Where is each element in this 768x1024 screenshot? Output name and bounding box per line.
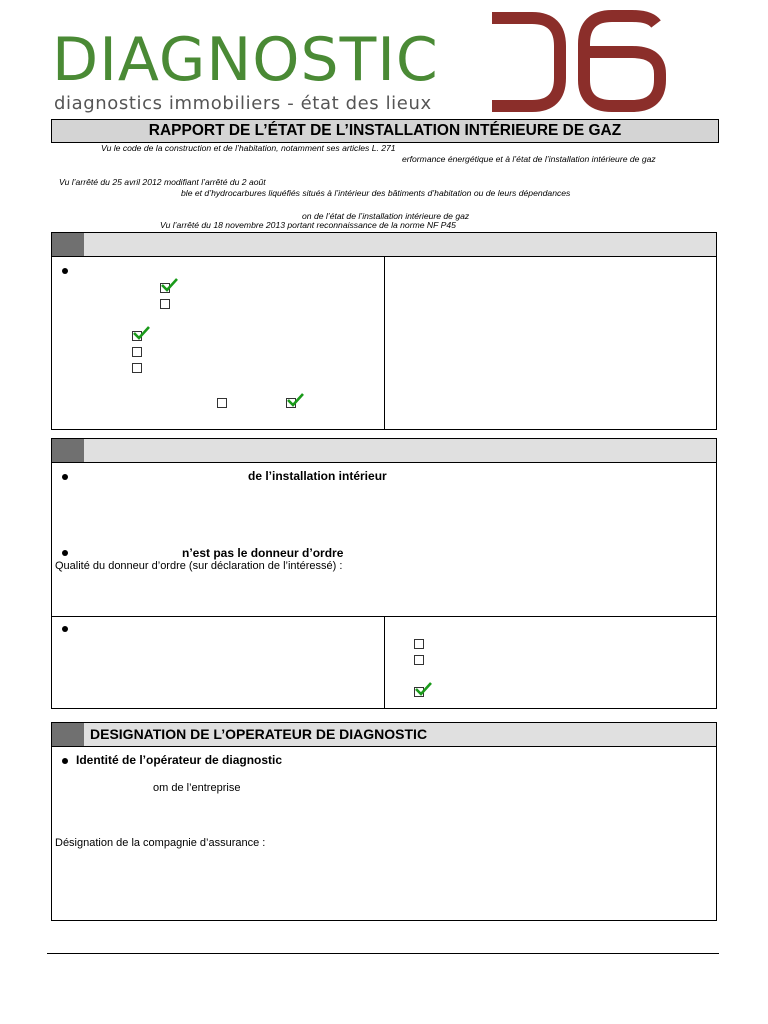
section-number bbox=[52, 439, 84, 462]
check-icon bbox=[132, 325, 150, 341]
legal-line-2: erformance énergétique et à l’état de l’installation intérieure de gaz bbox=[402, 154, 656, 164]
bullet bbox=[62, 626, 68, 632]
checkbox[interactable] bbox=[132, 363, 142, 373]
bullet bbox=[62, 550, 68, 556]
section-number bbox=[52, 233, 84, 256]
insurance-label: Désignation de la compagnie d’assurance : bbox=[55, 837, 266, 849]
section-header bbox=[52, 439, 716, 463]
logo-06-graphic bbox=[472, 4, 672, 112]
column-divider bbox=[384, 617, 385, 709]
legal-line-5: on de l’état de l’installation intérieure de gaz bbox=[302, 211, 470, 221]
installation-label: de l’installation intérieur bbox=[248, 469, 387, 483]
checkbox[interactable] bbox=[160, 299, 170, 309]
section-operateur bbox=[51, 722, 717, 921]
section-header bbox=[52, 723, 716, 747]
logo-wordmark: DIAGNOSTIC bbox=[52, 25, 439, 95]
legal-line-6: Vu l’arrêté du 18 novembre 2013 portant reconnaissance de la norme NF P45 bbox=[160, 220, 456, 230]
checkbox[interactable] bbox=[132, 347, 142, 357]
check-icon bbox=[286, 392, 304, 408]
section-number bbox=[52, 723, 84, 746]
qualite-donneur-label: Qualité du donneur d’ordre (sur déclaration de l’intéressé) : bbox=[55, 560, 343, 572]
checkbox[interactable] bbox=[414, 639, 424, 649]
checkbox[interactable] bbox=[217, 398, 227, 408]
check-icon bbox=[414, 681, 432, 697]
bullet bbox=[62, 268, 68, 274]
bullet bbox=[62, 758, 68, 764]
column-divider bbox=[384, 257, 385, 430]
bullet bbox=[62, 474, 68, 480]
footer-rule bbox=[47, 953, 719, 954]
section-designation-bien bbox=[51, 232, 717, 430]
section-title: DESIGNATION DE L’OPERATEUR DE DIAGNOSTIC bbox=[90, 726, 428, 742]
donneur-ordre-label: n’est pas le donneur d’ordre bbox=[182, 546, 344, 560]
check-icon bbox=[160, 277, 178, 293]
section-header bbox=[52, 233, 716, 257]
report-title: RAPPORT DE L’ÉTAT DE L’INSTALLATION INTÉRIEURE DE GAZ bbox=[51, 119, 719, 143]
logo-tagline: diagnostics immobiliers - état des lieux bbox=[54, 93, 432, 114]
checkbox[interactable] bbox=[414, 655, 424, 665]
legal-line-3: Vu l’arrêté du 25 avril 2012 modifiant l’arrêté du 2 août bbox=[59, 177, 266, 187]
section-donneur-ordre bbox=[51, 438, 717, 709]
legal-line-1: Vu le code de la construction et de l’habitation, notamment ses articles L. 271 bbox=[101, 143, 396, 153]
legal-line-4: ble et d’hydrocarbures liquéfiés situés à l’intérieur des bâtiments d’habitation ou de leurs dépendances bbox=[181, 188, 571, 198]
company-name-label: om de l’entreprise bbox=[153, 782, 241, 794]
identity-label: Identité de l’opérateur de diagnostic bbox=[76, 753, 283, 767]
